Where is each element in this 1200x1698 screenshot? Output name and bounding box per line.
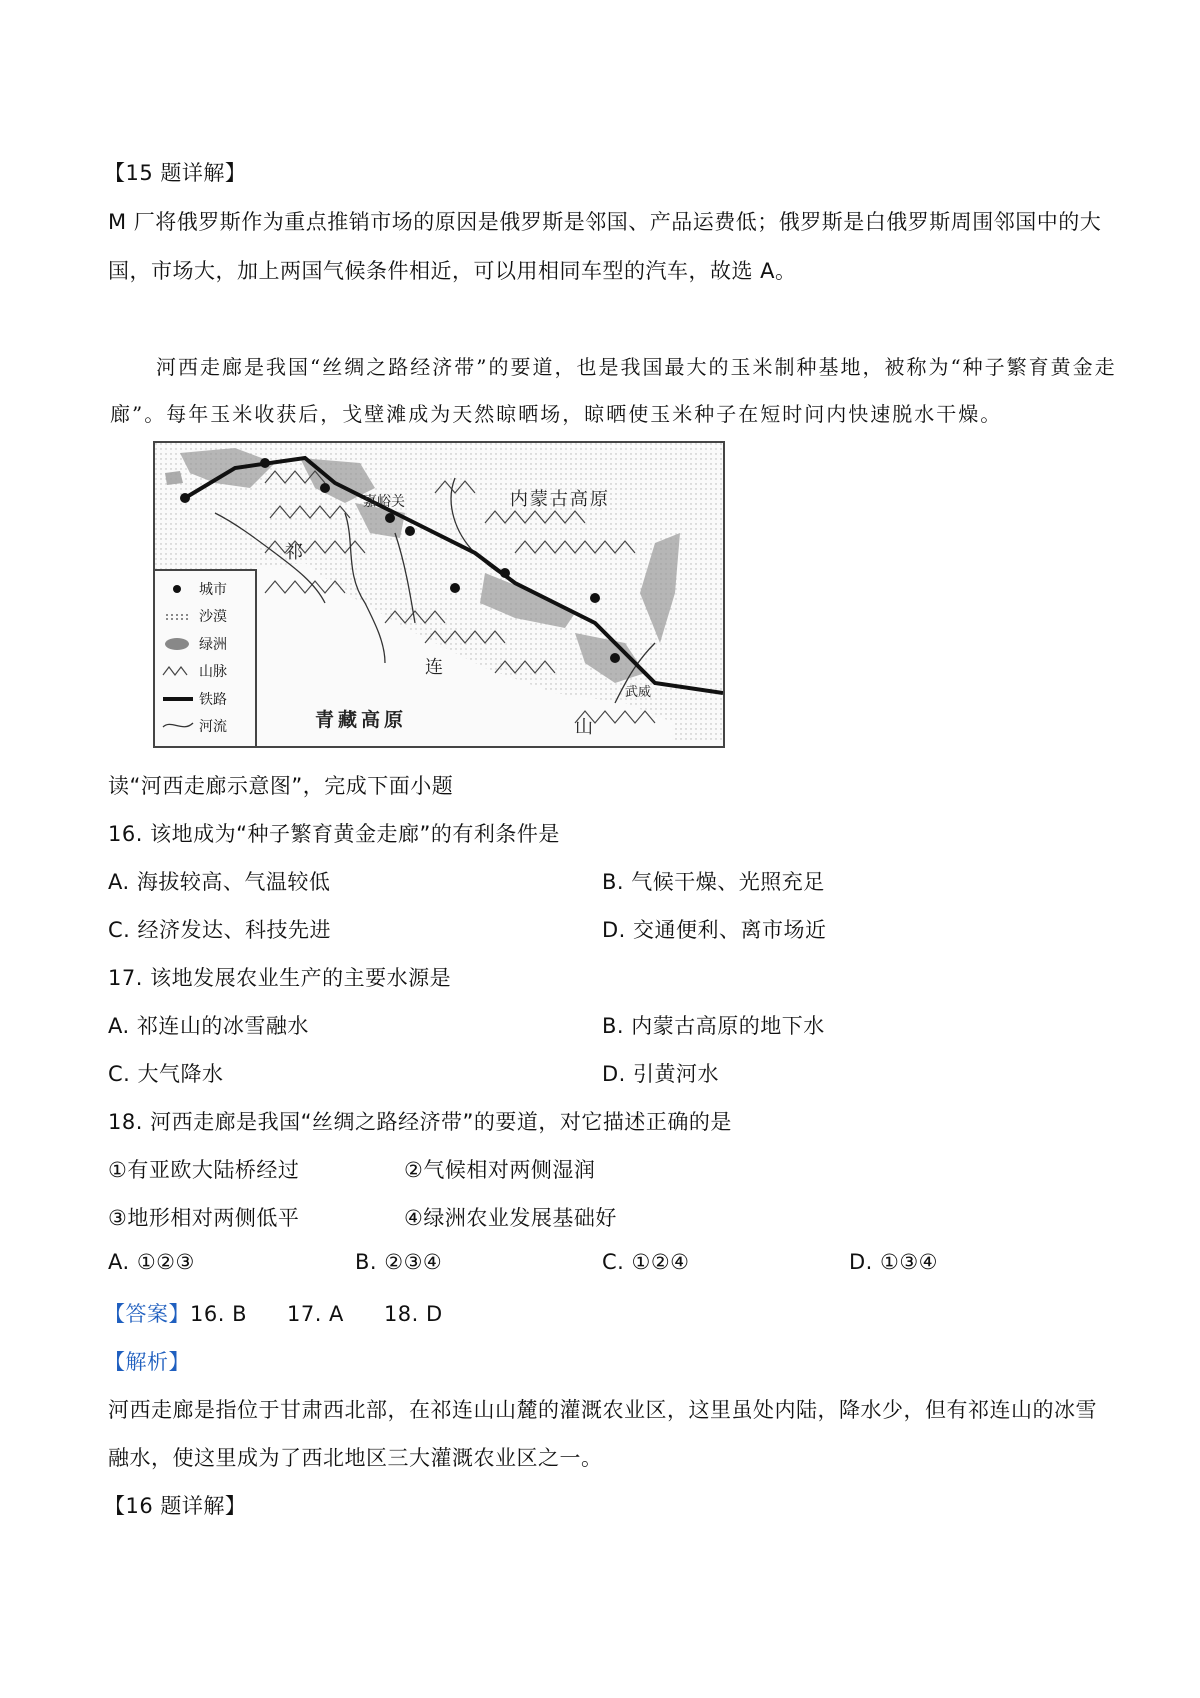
answer-16: 16. B [190, 1302, 247, 1326]
legend-river-symbol [163, 723, 193, 727]
city-dot [500, 568, 510, 578]
question-16-option-c: C. 经济发达、科技先进 [108, 918, 332, 942]
question-18-option-a: A. ①②③ [108, 1250, 195, 1274]
passage-line2: 廊”。每年玉米收获后，戈壁滩成为天然晾晒场，晾晒使玉米种子在短时问内快速脱水干燥。 [110, 402, 1003, 426]
legend-railway: 铁路 [199, 692, 227, 708]
legend-city-symbol [173, 585, 181, 593]
section16-heading: 【16 题详解】 [104, 1494, 247, 1518]
question-18-statement-4: ④绿洲农业发展基础好 [404, 1206, 617, 1230]
city-dot [320, 483, 330, 493]
legend-city: 城市 [199, 582, 227, 598]
hexi-corridor-map [153, 441, 725, 748]
analysis-line1: 河西走廊是指位于甘肃西北部，在祁连山山麓的灌溉农业区，这里虽处内陆，降水少，但有祁连山的冰雪 [108, 1398, 1097, 1422]
label-qi: 祁 [285, 542, 303, 563]
oasis [165, 471, 183, 485]
label-jiayuguan: 嘉峪关 [363, 494, 405, 510]
legend-mountain-symbol [163, 667, 187, 675]
label-shan: 山 [575, 717, 593, 738]
city-dot [610, 653, 620, 663]
passage-line1: 河西走廊是我国“丝绸之路经济带”的要道，也是我国最大的玉米制种基地，被称为“种子繁育黄金走 [156, 355, 1117, 379]
question-16-option-a: A. 海拔较高、气温较低 [108, 870, 331, 894]
question-18-statement-1: ①有亚欧大陆桥经过 [108, 1158, 300, 1182]
question-17-stem: 17. 该地发展农业生产的主要水源是 [108, 966, 452, 990]
answer-row [104, 1298, 443, 1328]
city-dot [405, 526, 415, 536]
question-16-option-d: D. 交通便利、离市场近 [602, 918, 827, 942]
question-18-statement-3: ③地形相对两侧低平 [108, 1206, 300, 1230]
legend-desert: 沙漠 [199, 609, 227, 625]
question-16-option-b: B. 气候干燥、光照充足 [602, 870, 825, 894]
question-18-statement-2: ②气候相对两侧湿润 [404, 1158, 596, 1182]
city-dot [590, 593, 600, 603]
legend-oasis: 绿洲 [199, 637, 227, 653]
city-dot [450, 583, 460, 593]
label-lian: 连 [425, 657, 443, 678]
section15-heading: 【15 题详解】 [104, 161, 247, 185]
map-legend [155, 569, 257, 746]
analysis-label: 【解析】 [104, 1350, 190, 1374]
read-map-prompt: 读“河西走廊示意图”，完成下面小题 [108, 774, 454, 798]
city-dot [180, 493, 190, 503]
question-17-option-c: C. 大气降水 [108, 1062, 224, 1086]
answer-18: 18. D [383, 1302, 443, 1326]
section15-text-line2: 国，市场大，加上两国气候条件相近，可以用相同车型的汽车，故选 A。 [108, 259, 797, 283]
city-dot [260, 458, 270, 468]
section15-text-line1: M 厂将俄罗斯作为重点推销市场的原因是俄罗斯是邻国、产品运费低；俄罗斯是白俄罗斯周围邻国中的大 [108, 210, 1102, 234]
label-neimenggu: 内蒙古高原 [510, 489, 610, 510]
question-17-option-a: A. 祁连山的冰雪融水 [108, 1014, 309, 1038]
label-wuwei: 武威 [625, 685, 652, 700]
answer-17: 17. A [286, 1302, 344, 1326]
analysis-line2: 融水，使这里成为了西北地区三大灌溉农业区之一。 [108, 1446, 603, 1470]
question-18-option-b: B. ②③④ [355, 1250, 443, 1274]
question-17-option-b: B. 内蒙古高原的地下水 [602, 1014, 825, 1038]
answer-label: 【答案】 [104, 1302, 190, 1326]
label-qingzang: 青藏高原 [315, 709, 408, 731]
legend-river: 河流 [199, 719, 227, 735]
question-18-option-c: C. ①②④ [602, 1250, 690, 1274]
legend-oasis-symbol [165, 638, 189, 650]
question-18-option-d: D. ①③④ [849, 1250, 938, 1274]
question-16-stem: 16. 该地成为“种子繁育黄金走廊”的有利条件是 [108, 822, 560, 846]
question-17-option-d: D. 引黄河水 [602, 1062, 720, 1086]
legend-desert-symbol [166, 614, 188, 620]
question-18-stem: 18. 河西走廊是我国“丝绸之路经济带”的要道，对它描述正确的是 [108, 1110, 732, 1134]
legend-mountain: 山脉 [199, 664, 227, 680]
city-dot [385, 513, 395, 523]
